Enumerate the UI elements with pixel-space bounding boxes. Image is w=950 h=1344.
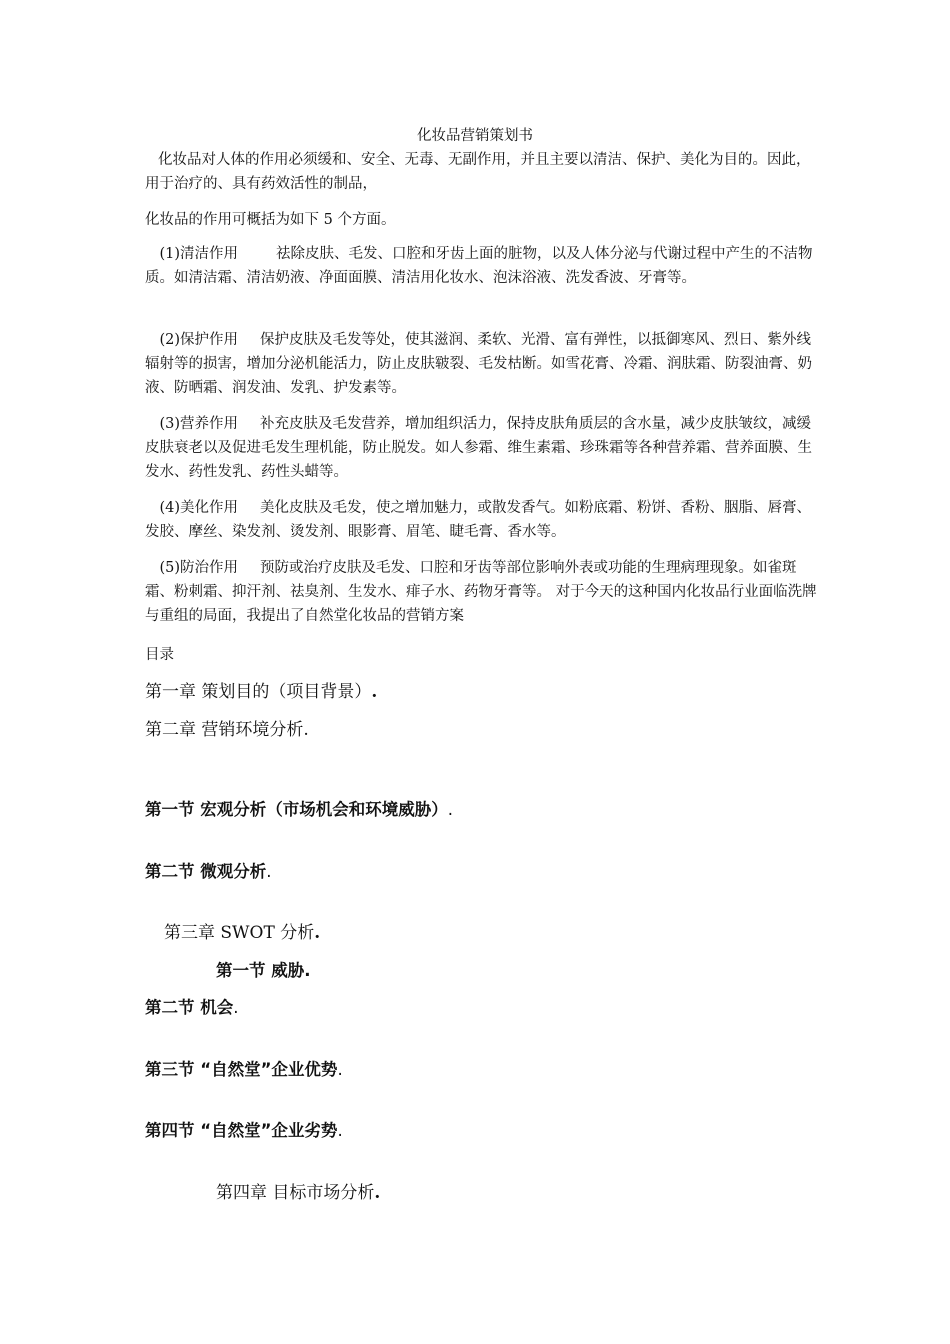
toc-item-dot: .: [303, 720, 309, 740]
toc-item-dot: .: [304, 961, 311, 980]
section-label: (1)清洁作用: [159, 246, 239, 262]
toc-item-dot: .: [447, 800, 453, 819]
toc-item-dot: .: [314, 923, 321, 943]
toc-item-text: 第三章 SWOT 分析: [164, 923, 315, 943]
toc-item-text: 第一节 宏观分析（市场机会和环境威胁）: [145, 800, 448, 819]
section-protection: [145, 328, 820, 400]
section-beautify: [145, 496, 820, 544]
toc-item-text: 第二节 机会: [145, 998, 234, 1017]
section-label: (2)保护作用: [159, 332, 239, 348]
section-treatment: [145, 556, 820, 628]
toc-item[interactable]: [145, 859, 272, 885]
toc-item[interactable]: [145, 1118, 343, 1144]
toc-item-dot: .: [266, 862, 272, 881]
section-nutrition: [145, 412, 820, 484]
toc-heading: 目录: [145, 647, 174, 663]
toc-item[interactable]: [216, 1180, 380, 1206]
toc-item[interactable]: [164, 920, 320, 946]
toc-item-dot: .: [337, 1060, 343, 1079]
section-label: (5)防治作用: [159, 560, 239, 576]
toc-item[interactable]: [145, 995, 239, 1021]
section-text: 补充皮肤及毛发营养，增加组织活力，保持皮肤角质层的含水量，减少皮肤皱纹，减缓皮肤衰老以及促进毛发生理机能，防止脱发。如人参霜、维生素霜、珍珠霜等各种营养霜、营养面膜、生发水、药性发乳、药性头蜡等。: [145, 416, 812, 480]
intro-paragraph: 化妆品对人体的作用必须缓和、安全、无毒、无副作用，并且主要以清洁、保护、美化为目的。因此，用于治疗的、具有药效活性的制品，: [145, 152, 811, 192]
toc-item-text: 第二章 营销环境分析: [145, 720, 304, 740]
section-text: 祛除皮肤、毛发、口腔和牙齿上面的脏物，以及人体分泌与代谢过程中产生的不洁物质。如清洁霜、清洁奶液、净面面膜、清洁用化妆水、泡沫浴液、洗发香波、牙膏等。: [145, 246, 813, 286]
toc-item-dot: .: [233, 998, 239, 1017]
toc-item[interactable]: [145, 1057, 343, 1083]
section-text: 保护皮肤及毛发等处，使其滋润、柔软、光滑、富有弹性，以抵御寒风、烈日、紫外线辐射等的损害，增加分泌机能活力，防止皮肤皲裂、毛发枯断。如雪花膏、冷霜、润肤霜、防裂油膏、奶液、防晒霜、润发油、发乳、护发素等。: [145, 332, 812, 396]
toc-item-dot: .: [374, 1183, 381, 1203]
toc-item[interactable]: [145, 679, 377, 705]
toc-item[interactable]: [145, 797, 453, 823]
document-title: 化妆品营销策划书: [417, 128, 533, 144]
toc-item-dot: .: [337, 1121, 343, 1140]
intro-summary: 化妆品的作用可概括为如下 5 个方面。: [145, 212, 396, 228]
toc-item-text: 第四章 目标市场分析: [216, 1183, 375, 1203]
section-label: (3)营养作用: [159, 416, 239, 432]
toc-item-text: 第四节 “自然堂”企业劣势: [145, 1121, 338, 1140]
toc-item-text: 第一章 策划目的（项目背景）: [145, 682, 372, 702]
section-text: 预防或治疗皮肤及毛发、口腔和牙齿等部位影响外表或功能的生理病理现象。如雀斑霜、粉刺霜、抑汗剂、祛臭剂、生发水、痱子水、药物牙膏等。 对于今天的这种国内化妆品行业面临洗牌与重组的局面，我提出了自然堂化妆品的营销方案: [145, 560, 817, 624]
toc-item-text: 第一节 威胁: [216, 961, 305, 980]
toc-item[interactable]: [216, 958, 311, 984]
toc-item[interactable]: [145, 717, 309, 743]
toc-item-dot: .: [371, 682, 378, 702]
section-label: (4)美化作用: [159, 500, 239, 516]
toc-item-text: 第二节 微观分析: [145, 862, 267, 881]
section-cleaning: [145, 242, 820, 290]
toc-item-text: 第三节 “自然堂”企业优势: [145, 1060, 338, 1079]
section-text: 美化皮肤及毛发，使之增加魅力，或散发香气。如粉底霜、粉饼、香粉、胭脂、唇膏、发胶、摩丝、染发剂、烫发剂、眼影膏、眉笔、睫毛膏、香水等。: [145, 500, 812, 540]
